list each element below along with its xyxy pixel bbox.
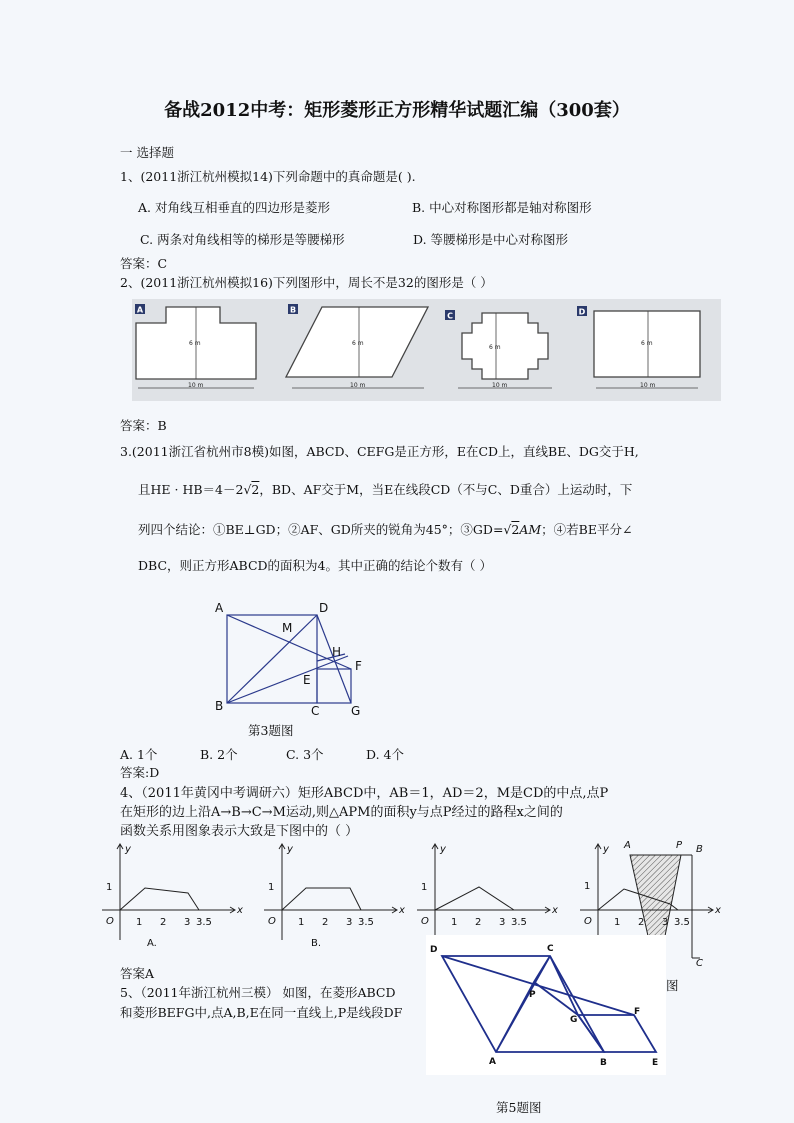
q1-answer: 答案：C	[120, 256, 168, 271]
svg-text:6 m: 6 m	[489, 344, 501, 351]
svg-text:2: 2	[475, 917, 482, 928]
svg-text:1: 1	[584, 881, 591, 892]
q1-option-c: C. 两条对角线相等的梯形是等腰梯形	[140, 232, 345, 247]
svg-text:C: C	[547, 944, 554, 954]
svg-text:x: x	[399, 905, 405, 916]
svg-text:1: 1	[136, 917, 143, 928]
q5-hidden-fragment: 图	[666, 978, 679, 993]
svg-text:2: 2	[638, 917, 645, 928]
svg-text:B: B	[215, 699, 224, 713]
svg-text:1: 1	[298, 917, 305, 928]
svg-text:10 m: 10 m	[492, 382, 508, 389]
svg-text:O: O	[421, 916, 429, 927]
q1-stem: 1、(2011浙江杭州模拟14)下列命题中的真命题是( ).	[120, 169, 416, 184]
q4-line2: 在矩形的边上沿A→B→C→M运动,则△APM的面积y与点P经过的路程x之间的	[120, 805, 563, 820]
svg-text:x: x	[237, 905, 243, 916]
svg-text:3: 3	[499, 917, 506, 928]
svg-text:A.: A.	[147, 938, 157, 949]
svg-text:y: y	[440, 844, 446, 855]
svg-text:1: 1	[421, 882, 428, 893]
svg-text:6 m: 6 m	[641, 340, 653, 347]
q3-option-a: A. 1个	[120, 747, 158, 762]
svg-text:y: y	[603, 844, 609, 855]
svg-text:C: C	[311, 704, 320, 718]
svg-text:E: E	[303, 673, 311, 687]
svg-text:P: P	[529, 990, 536, 1000]
svg-text:E: E	[652, 1058, 659, 1068]
svg-text:D: D	[578, 307, 586, 317]
q2-stem: 2、(2011浙江杭州模拟16)下列图形中，周长不是32的图形是（ ）	[120, 275, 493, 290]
svg-text:F: F	[355, 659, 362, 673]
svg-text:2: 2	[160, 917, 167, 928]
q3-line1: 3.(2011浙江省杭州市8模)如图，ABCD、CEFG是正方形，E在CD上，直线BE、DG交于H,	[120, 444, 639, 459]
q3-figure	[205, 598, 380, 720]
q4-graph-a	[100, 840, 250, 952]
q4-graph-b	[262, 840, 412, 952]
svg-text:1: 1	[268, 882, 275, 893]
svg-text:B.: B.	[311, 938, 322, 949]
svg-text:3.5: 3.5	[511, 917, 527, 928]
q3-answer: 答案:D	[120, 765, 160, 780]
q1-option-d: D. 等腰梯形是中心对称图形	[413, 232, 569, 247]
svg-text:1: 1	[106, 882, 113, 893]
svg-text:D: D	[430, 945, 438, 955]
q3-line2: 且HE · HB＝4－2√2，BD、AF交于M，当E在线段CD（不与C、D重合）上运动时，下	[138, 482, 633, 497]
q5-caption: 第5题图	[496, 1100, 542, 1115]
svg-text:F: F	[634, 1007, 641, 1017]
svg-text:A: A	[136, 305, 144, 315]
q5-line2: 和菱形BEFG中,点A,B,E在同一直线上,P是线段DF	[120, 1005, 403, 1020]
svg-text:B: B	[600, 1058, 607, 1068]
q3-option-b: B. 2个	[200, 747, 238, 762]
svg-text:C: C	[696, 958, 703, 968]
q4-answer: 答案A	[120, 966, 155, 981]
q3-caption: 第3题图	[248, 723, 294, 738]
svg-text:x: x	[715, 905, 721, 916]
q3-line3: 列四个结论：①BE⊥GD；②AF、GD所夹的锐角为45°；③GD=√2AM；④若BE平分∠	[138, 522, 633, 537]
svg-text:O: O	[584, 916, 592, 927]
svg-text:10 m: 10 m	[350, 382, 366, 389]
svg-text:2: 2	[322, 917, 329, 928]
svg-text:P: P	[676, 840, 683, 851]
svg-text:B: B	[289, 305, 297, 315]
svg-text:y: y	[125, 844, 131, 855]
svg-text:B: B	[696, 844, 703, 855]
svg-text:3.5: 3.5	[358, 917, 374, 928]
q4-line1: 4、（2011年黄冈中考调研六）矩形ABCD中，AB＝1，AD＝2，M是CD的中点,点P	[120, 786, 609, 801]
svg-text:O: O	[106, 916, 114, 927]
svg-text:H: H	[332, 645, 342, 659]
svg-text:1: 1	[614, 917, 621, 928]
svg-text:3.5: 3.5	[674, 917, 690, 928]
svg-text:A: A	[215, 601, 224, 615]
svg-text:6 m: 6 m	[189, 340, 201, 347]
q5-figure	[426, 935, 666, 1075]
svg-text:C: C	[447, 311, 453, 321]
svg-text:6 m: 6 m	[352, 340, 364, 347]
q1-option-a: A. 对角线互相垂直的四边形是菱形	[138, 200, 330, 215]
svg-text:A: A	[489, 1057, 496, 1067]
svg-text:O: O	[268, 916, 276, 927]
svg-text:D: D	[319, 601, 329, 615]
svg-text:G: G	[351, 704, 361, 718]
q2-figure	[132, 299, 721, 401]
svg-text:3: 3	[346, 917, 353, 928]
svg-text:10 m: 10 m	[640, 382, 656, 389]
q3-option-c: C. 3个	[286, 747, 324, 762]
section-heading: 一 选择题	[120, 145, 174, 160]
page-title: 备战2012中考：矩形菱形正方形精华试题汇编（300套）	[164, 100, 630, 121]
q5-line1: 5、（2011年浙江杭州三模） 如图，在菱形ABCD	[120, 985, 396, 1000]
q3-line4: DBC，则正方形ABCD的面积为4。其中正确的结论个数有（ ）	[138, 558, 492, 573]
svg-text:3: 3	[184, 917, 191, 928]
svg-text:G: G	[570, 1015, 578, 1025]
q2-shape-d	[577, 306, 700, 389]
svg-text:1: 1	[451, 917, 458, 928]
svg-text:A: A	[624, 840, 631, 851]
q1-option-b: B. 中心对称图形都是轴对称图形	[412, 200, 592, 215]
svg-text:x: x	[552, 905, 558, 916]
svg-text:3.5: 3.5	[196, 917, 212, 928]
q4-line3: 函数关系用图象表示大致是下图中的（ ）	[120, 824, 359, 839]
svg-text:M: M	[282, 621, 293, 635]
svg-text:10 m: 10 m	[188, 382, 204, 389]
svg-text:y: y	[287, 844, 293, 855]
q2-answer: 答案：B	[120, 418, 167, 433]
q3-option-d: D. 4个	[366, 747, 404, 762]
svg-text:3: 3	[662, 917, 669, 928]
